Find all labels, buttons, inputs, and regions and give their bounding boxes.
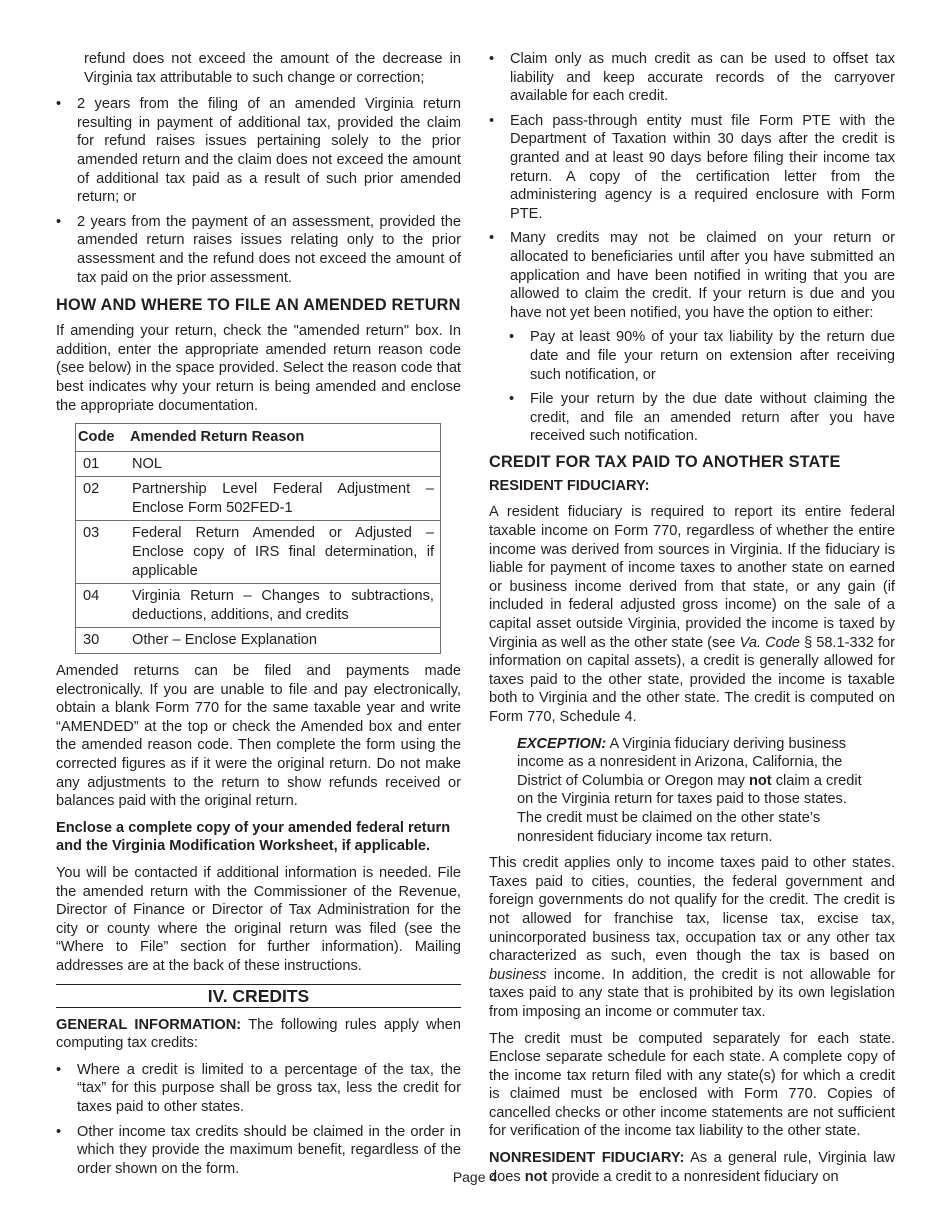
- exception-paragraph: [517, 735, 867, 847]
- table-row: [76, 521, 441, 584]
- table-row: [76, 477, 441, 521]
- list-item: • Other income tax credits should be claimed in the order in which they provide the maximum benefit, regardless of the order shown on the form.: [56, 1123, 461, 1179]
- table-row: [76, 451, 441, 477]
- list-item: • Many credits may not be claimed on your return or allocated to beneficiaries until after you have submitted an application and have been notified in writing that you are allowed to claim the credit. If your return is due and you have not yet been notified, you have the option to either:: [489, 229, 895, 322]
- general-info-label: GENERAL INFORMATION:: [56, 1016, 242, 1033]
- nonresident-text-a: As a general rule, Virginia law does: [489, 1150, 895, 1185]
- exception-not: not: [748, 772, 772, 789]
- code-header: Code: [76, 424, 129, 452]
- list-item: • Claim only as much credit as can be used to offset tax liability and keep accurate records of the carryover available for each credit.: [489, 50, 895, 106]
- reason-cell: Other – Enclose Explanation: [128, 628, 441, 654]
- nonresident-label: NONRESIDENT FIDUCIARY:: [489, 1150, 685, 1167]
- amended-reason-table: [75, 423, 441, 654]
- amended-intro: If amending your return, check the "amended return" box. In addition, enter the appropriate amended return reason code (see below) in the space provided. Select the reason code that best indicates why your return is being amended and enclose the appropriate documentation.: [56, 323, 461, 414]
- general-info-text: The following rules apply when computing tax credits:: [56, 1016, 461, 1052]
- exception-text-b: claim a credit on the Virginia return for taxes paid to those states. The credit must be claimed on the other state’s nonresident fiduciary income tax return.: [517, 772, 862, 845]
- list-item: • File your return by the due date without claiming the credit, and file an amended return after you have received such notification.: [509, 390, 895, 446]
- credit-other-state-heading: CREDIT FOR TAX PAID TO ANOTHER STATE: [489, 452, 841, 471]
- list-item: • Where a credit is limited to a percentage of the tax, the “tax” for this purpose shall be gross tax, less the credit for taxes paid to other states.: [56, 1061, 461, 1117]
- va-code-italic: Va. Code: [739, 634, 800, 651]
- code-cell: 03: [76, 521, 129, 584]
- general-rules-list: [56, 1061, 461, 1179]
- list-item: • Each pass-through entity must file Form PTE with the Department of Taxation within 30 days after the credit is granted and at least 90 days before filing their income tax return. A copy of the certification letter from the administering agency is a required enclosure with Form PTE.: [489, 112, 895, 224]
- resident-fiduciary-heading: RESIDENT FIDUCIARY:: [489, 477, 650, 494]
- credit-rules-list: [489, 50, 895, 322]
- page-number: Page 4: [452, 1169, 498, 1185]
- right-column: [489, 50, 895, 1194]
- business-italic: business: [489, 966, 547, 983]
- enclose-paragraph: [56, 819, 461, 856]
- table-header-row: [76, 424, 441, 452]
- list-item: • Pay at least 90% of your tax liability by the return due date and file your return on extension after receiving such notification, or: [509, 328, 895, 384]
- reason-cell: NOL: [128, 451, 441, 477]
- continuation-text: refund does not exceed the amount of the decrease in Virginia tax attributable to such change or correction;: [84, 51, 461, 86]
- list-item: • 2 years from the payment of an assessment, provided the amended return raises issues relating only to the prior assessment and the refund does not exceed the amount of tax paid on the prior assessment.: [56, 213, 461, 287]
- list-item: • 2 years from the filing of an amended Virginia return resulting in payment of additional tax, provided the claim for refund raises issues pertaining solely to the prior amended return and the claim does not exceed the amount of additional tax paid as a result of such prior amended return; or: [56, 95, 461, 207]
- reason-header: Amended Return Reason: [128, 424, 441, 452]
- left-column: [56, 50, 461, 1184]
- computed-paragraph: The credit must be computed separately for each state. Enclose separate schedule for each state. A complete copy of the income tax return filed with any state(s) for which a credit is claimed must be enclosed with Form 770. Copies of cancelled checks or other income statements are not sufficient for verification of the income tax liability to the other state.: [489, 1030, 895, 1140]
- credits-section-heading: IV. CREDITS: [56, 984, 461, 1008]
- code-cell: 02: [76, 477, 129, 521]
- code-cell: 30: [76, 628, 129, 654]
- option-sub-list: [509, 328, 895, 446]
- general-info-paragraph: [56, 1016, 461, 1053]
- applies-text-b: income. In addition, the credit is not allowable for taxes paid to any state that is prohibited by its own legislation from imposing an income or commuter tax.: [489, 966, 895, 1020]
- reason-cell: Partnership Level Federal Adjustment – Enclose Form 502FED-1: [128, 477, 441, 521]
- enclose-bold-text: Enclose a complete copy of your amended federal return and the Virginia Modification Worksheet, if applicable.: [56, 819, 451, 855]
- electronic-filing-paragraph: Amended returns can be filed and payments made electronically. If you are unable to file and pay electronically, obtain a blank Form 770 for the same taxable year and write “AMENDED” at the top or check the Amended box and enter the amended reason code. Then complete the form using the corrected figures as if it were the original return. Do not make any adjustments to the return to show refunds received or balances paid with the original return.: [56, 663, 461, 810]
- contact-paragraph: You will be contacted if additional information is needed. File the amended return with the Commissioner of the Revenue, Director of Finance or Director of Tax Administration for the city or county where the original return was filed (see the “Where to File” section for further information). Mailing addresses are at the back of these instructions.: [56, 864, 461, 974]
- applies-text-a: This credit applies only to income taxes paid to other states. Taxes paid to cities, counties, the federal government and foreign governments do not qualify for the credit. The credit is not allowed for franchise tax, license tax, excise tax, unincorporated business tax, occupation tax or any other tax characterized as such, even though the tax is based on: [489, 855, 895, 965]
- resident-text-a: A resident fiduciary is required to report its entire federal taxable income on Form 770, regardless of whether the entire income was derived from sources in Virginia. If the fiduciary is liable for payment of income taxes to another state on earned or business income derived from that state, or any gain (if included in federal adjusted gross income) on the sale of a capital asset outside Virginia, provided the income is taxed by Virginia as well as the other state (see: [489, 504, 895, 651]
- refund-period-list: [56, 95, 461, 287]
- table-row: [76, 584, 441, 628]
- amended-return-heading: HOW AND WHERE TO FILE AN AMENDED RETURN: [56, 296, 461, 315]
- code-cell: 04: [76, 584, 129, 628]
- exception-label: EXCEPTION:: [517, 735, 607, 752]
- resident-text-b: § 58.1-332 for information on capital assets), a credit is generally allowed for taxes paid to the other state, provided the income is taxable both to Virginia and the other state. The credit is computed on Form 770, Schedule 4.: [489, 634, 895, 725]
- table-row: [76, 628, 441, 654]
- applies-paragraph: [489, 854, 895, 1021]
- exception-text-a: A Virginia fiduciary deriving business income as a nonresident in Arizona, California, the District of Columbia or Oregon may: [517, 735, 847, 789]
- code-cell: 01: [76, 451, 129, 477]
- reason-cell: Federal Return Amended or Adjusted – Enclose copy of IRS final determination, if applicable: [128, 521, 441, 584]
- nonresident-not: not: [524, 1168, 548, 1185]
- resident-paragraph: [489, 503, 895, 726]
- reason-cell: Virginia Return – Changes to subtractions, deductions, additions, and credits: [128, 584, 441, 628]
- nonresident-text-b: provide a credit to a nonresident fiduciary on: [547, 1168, 839, 1185]
